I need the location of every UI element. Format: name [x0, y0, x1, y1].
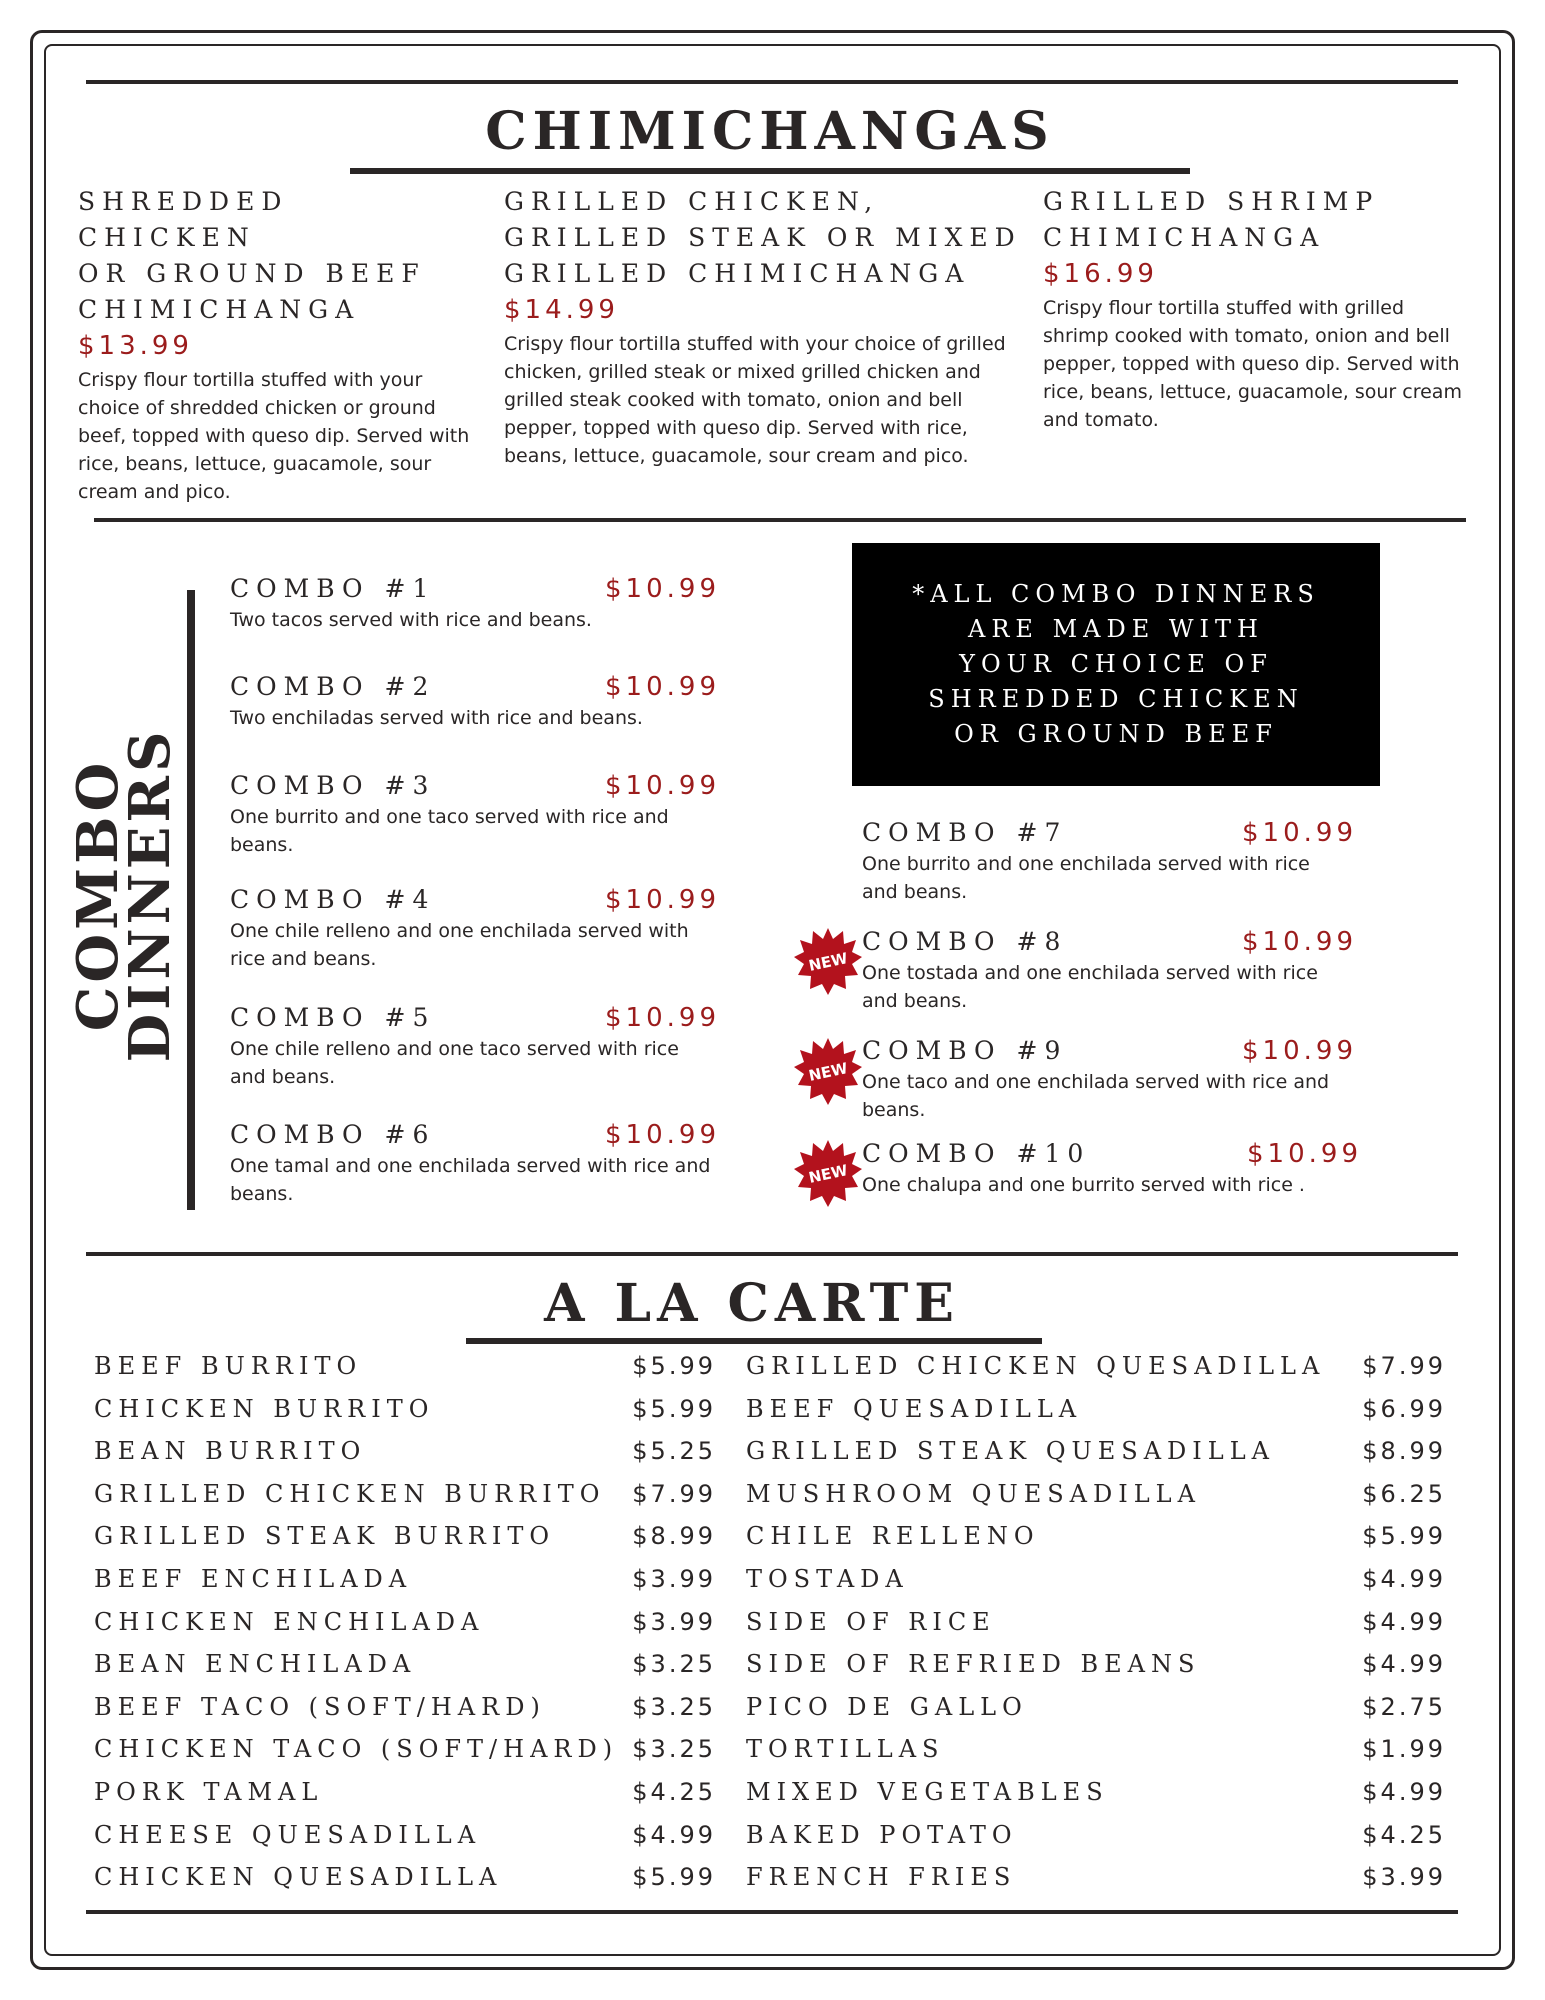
a-la-carte-row: [94, 1480, 716, 1520]
new-badge-label: NEW: [807, 1059, 850, 1085]
item-price: $5.99: [632, 1863, 716, 1892]
item-description: Crispy flour tortilla stuffed with your choice of grilled chicken, grilled steak or mixed grilled chicken and grilled steak cooked with tomato, onion and bell pepper, topped with queso dip. Served with rice, beans, lettuce, guacamole, sour cream and pico.: [504, 333, 1006, 467]
new-badge-label: NEW: [807, 1161, 850, 1187]
item-price: $7.99: [1362, 1352, 1446, 1380]
combo-name: COMBO #5: [230, 1003, 436, 1032]
item-price: $4.25: [1362, 1820, 1446, 1849]
a-la-carte-row: [746, 1522, 1446, 1562]
item-name: BEAN BURRITO: [94, 1437, 367, 1466]
a-la-carte-row: [94, 1608, 716, 1648]
a-la-carte-row: [746, 1395, 1446, 1435]
section-divider-1: [94, 518, 1466, 522]
combo-item-10: [862, 1137, 1367, 1199]
item-name: GRILLED STEAK BURRITO: [94, 1522, 556, 1551]
item-name: BAKED POTATO: [746, 1820, 1018, 1849]
item-name: PORK TAMAL: [94, 1778, 324, 1806]
item-name: GRILLED SHRIMP CHIMICHANGA: [1043, 187, 1380, 252]
item-name: BEEF BURRITO: [94, 1352, 363, 1380]
a-la-carte-row: [746, 1778, 1446, 1818]
item-name: PICO DE GALLO: [746, 1692, 1028, 1721]
item-name: GRILLED CHICKEN QUESADILLA: [746, 1352, 1326, 1380]
item-price: $3.25: [632, 1692, 716, 1721]
item-name: MIXED VEGETABLES: [746, 1778, 1109, 1806]
combo-name: COMBO #6: [230, 1120, 436, 1149]
item-name: BEEF QUESADILLA: [746, 1394, 1083, 1423]
item-price: $4.99: [632, 1820, 716, 1849]
chimichangas-title-underline: [350, 168, 1190, 174]
item-price: $5.25: [632, 1437, 716, 1466]
combo-description: One chile relleno and one enchilada served with rice and beans.: [230, 920, 689, 970]
a-la-carte-row: [746, 1863, 1446, 1903]
item-name: CHILE RELLENO: [746, 1522, 1040, 1551]
item-price: $3.99: [1362, 1863, 1446, 1892]
combo-description: One tamal and one enchilada served with rice and beans.: [230, 1155, 711, 1205]
item-price: $13.99: [78, 331, 193, 361]
combo-name: COMBO #7: [862, 818, 1068, 847]
item-price: $3.25: [632, 1735, 716, 1764]
combo-price: $10.99: [1247, 1139, 1362, 1169]
combo-description: One tostada and one enchilada served with rice and beans.: [862, 962, 1318, 1012]
combo-price: $10.99: [1242, 927, 1357, 957]
bottom-rule: [86, 1910, 1458, 1914]
combo-item-8: [862, 925, 1357, 1015]
item-name: CHICKEN QUESADILLA: [94, 1863, 503, 1892]
combo-price: $10.99: [605, 1120, 720, 1150]
item-name: SHREDDED CHICKEN OR GROUND BEEF CHIMICHANGA: [78, 187, 426, 324]
item-price: $4.99: [1362, 1607, 1446, 1636]
item-price: $3.25: [632, 1650, 716, 1679]
a-la-carte-row: [94, 1395, 716, 1435]
a-la-carte-row: [746, 1480, 1446, 1520]
combo-name: COMBO #8: [862, 927, 1068, 956]
item-price: $5.99: [632, 1394, 716, 1423]
item-name: GRILLED CHICKEN, GRILLED STEAK OR MIXED GRILLED CHIMICHANGA: [504, 187, 1022, 288]
new-badge-icon: [793, 1138, 863, 1208]
item-price: $1.99: [1362, 1735, 1446, 1764]
combo-item-2: [230, 670, 720, 732]
combo-price: $10.99: [605, 885, 720, 915]
combo-price: $10.99: [1242, 818, 1357, 848]
a-la-carte-row: [746, 1565, 1446, 1605]
combo-description: One chalupa and one burrito served with rice .: [862, 1174, 1305, 1196]
chimichanga-item-2: [504, 184, 1024, 470]
combo-description: One taco and one enchilada served with rice and beans.: [862, 1071, 1330, 1121]
a-la-carte-row: [746, 1352, 1446, 1392]
note-line: ARE MADE WITH: [968, 615, 1264, 643]
combo-dinners-title: COMBO DINNERS: [65, 727, 183, 1063]
item-price: $5.99: [632, 1352, 716, 1380]
item-price: $3.99: [632, 1607, 716, 1636]
item-name: CHICKEN BURRITO: [94, 1394, 435, 1423]
item-price: $6.25: [1362, 1479, 1446, 1508]
combo-name: COMBO #3: [230, 771, 436, 800]
combo-description: Two enchiladas served with rice and beans.: [230, 707, 643, 729]
chimichangas-title: CHIMICHANGAS: [485, 101, 1055, 162]
combo-item-5: [230, 1001, 720, 1091]
a-la-carte-title: A LA CARTE: [544, 1273, 960, 1334]
item-price: $7.99: [632, 1479, 716, 1508]
section-divider-2: [86, 1252, 1458, 1256]
item-name: CHICKEN ENCHILADA: [94, 1607, 485, 1636]
note-line: *ALL COMBO DINNERS: [912, 580, 1320, 608]
a-la-carte-row: [94, 1693, 716, 1733]
combo-description: One burrito and one taco served with rice and beans.: [230, 806, 669, 856]
a-la-carte-row: [94, 1650, 716, 1690]
item-name: SIDE OF REFRIED BEANS: [746, 1650, 1201, 1679]
note-line: OR GROUND BEEF: [954, 720, 1278, 748]
a-la-carte-title-underline: [466, 1338, 1042, 1344]
combo-price: $10.99: [605, 672, 720, 702]
a-la-carte-row: [94, 1437, 716, 1477]
item-name: BEEF TACO (SOFT/HARD): [94, 1692, 546, 1721]
combo-description: One burrito and one enchilada served with rice and beans.: [862, 853, 1310, 903]
item-price: $14.99: [504, 295, 619, 325]
a-la-carte-row: [94, 1522, 716, 1562]
a-la-carte-row: [746, 1437, 1446, 1477]
combo-item-4: [230, 883, 720, 973]
item-name: GRILLED STEAK QUESADILLA: [746, 1437, 1275, 1466]
combo-price: $10.99: [605, 1003, 720, 1033]
combo-price: $10.99: [605, 574, 720, 604]
item-description: Crispy flour tortilla stuffed with your choice of shredded chicken or ground beef, topped with queso dip. Served with rice, beans, lettuce, guacamole, sour cream and pico.: [78, 369, 470, 503]
combo-price: $10.99: [605, 771, 720, 801]
combo-description: Two tacos served with rice and beans.: [230, 609, 592, 631]
a-la-carte-row: [94, 1352, 716, 1392]
item-name: GRILLED CHICKEN BURRITO: [94, 1479, 606, 1508]
item-price: $2.75: [1362, 1692, 1446, 1721]
item-description: Crispy flour tortilla stuffed with grilled shrimp cooked with tomato, onion and bell pepper, topped with queso dip. Served with rice, beans, lettuce, guacamole, sour cream and tomato.: [1043, 297, 1462, 431]
combo-description: One chile relleno and one taco served with rice and beans.: [230, 1038, 679, 1088]
combo-name: COMBO #10: [862, 1139, 1091, 1168]
combo-item-6: [230, 1118, 730, 1208]
item-price: $8.99: [1362, 1437, 1446, 1466]
item-name: MUSHROOM QUESADILLA: [746, 1479, 1201, 1508]
combo-name: COMBO #9: [862, 1036, 1068, 1065]
a-la-carte-row: [94, 1778, 716, 1818]
combo-item-3: [230, 769, 720, 859]
item-name: CHEESE QUESADILLA: [94, 1820, 482, 1849]
note-line: SHREDDED CHICKEN: [928, 685, 1304, 713]
item-name: TOSTADA: [746, 1565, 909, 1593]
item-price: $5.99: [1362, 1522, 1446, 1551]
a-la-carte-row: [746, 1821, 1446, 1861]
item-price: $8.99: [632, 1522, 716, 1551]
item-name: TORTILLAS: [746, 1735, 945, 1764]
top-rule: [86, 80, 1458, 84]
combo-item-9: [862, 1034, 1357, 1124]
combo-item-1: [230, 572, 720, 634]
item-price: $16.99: [1043, 259, 1158, 289]
item-price: $4.25: [632, 1778, 716, 1806]
combo-name: COMBO #2: [230, 672, 436, 701]
a-la-carte-row: [94, 1735, 716, 1775]
new-badge-icon: [793, 926, 863, 996]
combo-item-7: [862, 816, 1357, 906]
new-badge-label: NEW: [807, 949, 850, 975]
item-price: $4.99: [1362, 1778, 1446, 1806]
a-la-carte-row: [94, 1821, 716, 1861]
item-name: SIDE OF RICE: [746, 1607, 996, 1636]
note-line: YOUR CHOICE OF: [959, 650, 1273, 678]
combo-name: COMBO #4: [230, 885, 436, 914]
combo-price: $10.99: [1242, 1036, 1357, 1066]
a-la-carte-row: [94, 1863, 716, 1903]
a-la-carte-row: [746, 1650, 1446, 1690]
item-name: BEEF ENCHILADA: [94, 1565, 413, 1593]
item-price: $3.99: [632, 1565, 716, 1593]
item-name: FRENCH FRIES: [746, 1863, 1017, 1892]
item-name: CHICKEN TACO (SOFT/HARD): [94, 1735, 619, 1764]
combo-note-box: [852, 543, 1380, 786]
chimichanga-item-3: [1043, 184, 1463, 434]
item-price: $6.99: [1362, 1394, 1446, 1423]
a-la-carte-row: [746, 1693, 1446, 1733]
a-la-carte-row: [94, 1565, 716, 1605]
item-price: $4.99: [1362, 1650, 1446, 1679]
new-badge-icon: [793, 1036, 863, 1106]
combo-name: COMBO #1: [230, 574, 436, 603]
item-name: BEAN ENCHILADA: [94, 1650, 417, 1679]
item-price: $4.99: [1362, 1565, 1446, 1593]
combo-vertical-bar: [187, 590, 195, 1210]
a-la-carte-row: [746, 1608, 1446, 1648]
a-la-carte-row: [746, 1735, 1446, 1775]
chimichanga-item-1: [78, 184, 473, 506]
